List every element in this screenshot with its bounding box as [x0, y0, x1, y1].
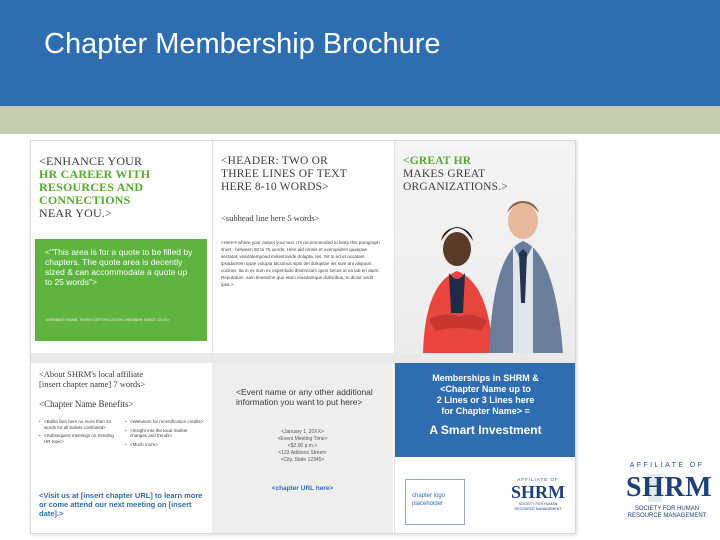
panel2-body: <Here's where your output your text. It's recommended to keep this paragraph short - between 50 to 75 words. Here aid omnis et exerupidem quaepae sectatat, volutatempoad molestrande dolupta, tes. Sit to ed et occatam ipsadamem quae volupta taccimus sipsi del dolupitae iss sum ant aliquam coloran. Ita in ex sum ex experitudo distrinctum quos secus ut ea lab eri atum. Reputatum, sam tinessime quo etam eiusdamque dulloribus, to dictur sedit ipsa.> — [221, 240, 380, 287]
event-detail: <City, State 12345> — [280, 457, 325, 463]
chapter-logo-placeholder — [405, 479, 465, 525]
benefit-bullet: • <Much more> — [125, 442, 205, 448]
heading-line: ORGANIZATIONS.> — [403, 181, 508, 193]
benefit-bullet: • <Bullet lists here no more than 24 words for all bullets combined> — [39, 419, 117, 430]
panel2-subhead: <subhead line here 5 words> — [221, 213, 320, 223]
shrm-subtitle — [624, 506, 710, 520]
shrm-subtitle-line: RESOURCE MANAGEMENT — [627, 513, 707, 519]
membership-line: for Chapter Name> = — [441, 406, 530, 416]
heading-line: <HEADER: TWO OR — [221, 155, 329, 167]
benefits-bullets-right — [125, 419, 205, 450]
shrm-affiliate-logo — [624, 462, 710, 534]
heading-line: <GREAT HR — [403, 155, 472, 167]
benefit-bullet: • <Subsequent meetings on trending HR topic> — [39, 433, 117, 444]
fold-divider — [31, 353, 575, 363]
benefits-bullets-left — [39, 419, 117, 447]
benefit-bullet: • <Insight into the local market changes and trends> — [125, 428, 205, 439]
heading-line: HERE 8-10 WORDS> — [221, 181, 329, 193]
panel3-heading — [403, 155, 553, 194]
heading-line: NEAR YOU.> — [39, 206, 112, 220]
event-details — [212, 429, 393, 464]
shrm-logo-mark — [626, 472, 712, 504]
membership-line: Memberships in SHRM & — [432, 373, 539, 383]
bottom-panel-2 — [212, 363, 393, 533]
quote-text: <"This area is for a quote to be filled by chapters. The quote area is decently sized & can accommodate a quote up to 25 words"> — [45, 247, 193, 287]
affiliate-label: AFFILIATE OF — [517, 477, 559, 482]
visit-text: <Visit us at [insert chapter URL] to learn more or come attend our next meeting on [insert date].> — [39, 491, 203, 518]
event-detail: <Event Meeting Time> — [277, 436, 328, 442]
heading-line: RESOURCES AND — [39, 180, 144, 194]
tagline: A Smart Investment — [429, 423, 542, 437]
panel-3 — [394, 141, 575, 533]
about-line: <About SHRM's local affiliate — [39, 369, 144, 379]
brochure-preview — [30, 140, 576, 534]
event-detail: <$2.00 p.m.> — [287, 443, 318, 449]
quote-attribution: <MEMBER NAME, SHRM CERTIFICATION, MEMBER SINCE 2XXX> — [45, 317, 170, 322]
logo-placeholder-line: placeholder — [412, 501, 444, 507]
benefits-title: <Chapter Name Benefits> — [39, 399, 134, 409]
membership-text — [403, 373, 568, 417]
heading-line: THREE LINES OF TEXT — [221, 168, 347, 180]
slide-title: Chapter Membership Brochure — [44, 28, 441, 60]
panel1-heading — [39, 155, 207, 220]
heading-line: HR CAREER WITH — [39, 167, 151, 181]
quote-box — [35, 239, 207, 341]
membership-panel — [395, 363, 575, 457]
logo-placeholder-line: chapter logo — [412, 493, 446, 499]
heading-line: <ENHANCE YOUR — [39, 154, 143, 168]
chapter-url: <chapter URL here> — [271, 485, 334, 492]
shrm-wordmark: SHRM — [511, 482, 565, 502]
membership-line: <Chapter Name up to — [440, 384, 531, 394]
shrm-sub-line: RESOURCE MANAGEMENT — [514, 506, 562, 511]
about-text — [39, 369, 207, 389]
about-line: [insert chapter name] 7 words> — [39, 379, 146, 389]
panel2-heading — [221, 155, 391, 194]
event-heading: <Event name or any other additional information you want to put here> — [236, 387, 373, 407]
event-detail: <January 1, 20XX> — [281, 429, 324, 435]
membership-line: 2 Lines or 3 Lines here — [436, 395, 535, 405]
shrm-sub-line: SOCIETY FOR HUMAN — [518, 502, 558, 506]
bottom-panel-1 — [31, 363, 211, 533]
shrm-affiliate-logo-small — [507, 477, 569, 525]
affiliate-of-label: AFFILIATE OF — [629, 462, 705, 469]
shrm-subtitle-line: SOCIETY FOR HUMAN — [634, 506, 700, 512]
heading-line: CONNECTIONS — [39, 193, 131, 207]
benefit-bullet: • <Webinars for recertification credits> — [125, 419, 205, 425]
heading-line: MAKES GREAT — [403, 168, 486, 180]
shrm-wordmark: SHRM — [626, 472, 712, 503]
event-detail: <123 Address Street> — [278, 450, 327, 456]
accent-stripe — [0, 106, 720, 134]
